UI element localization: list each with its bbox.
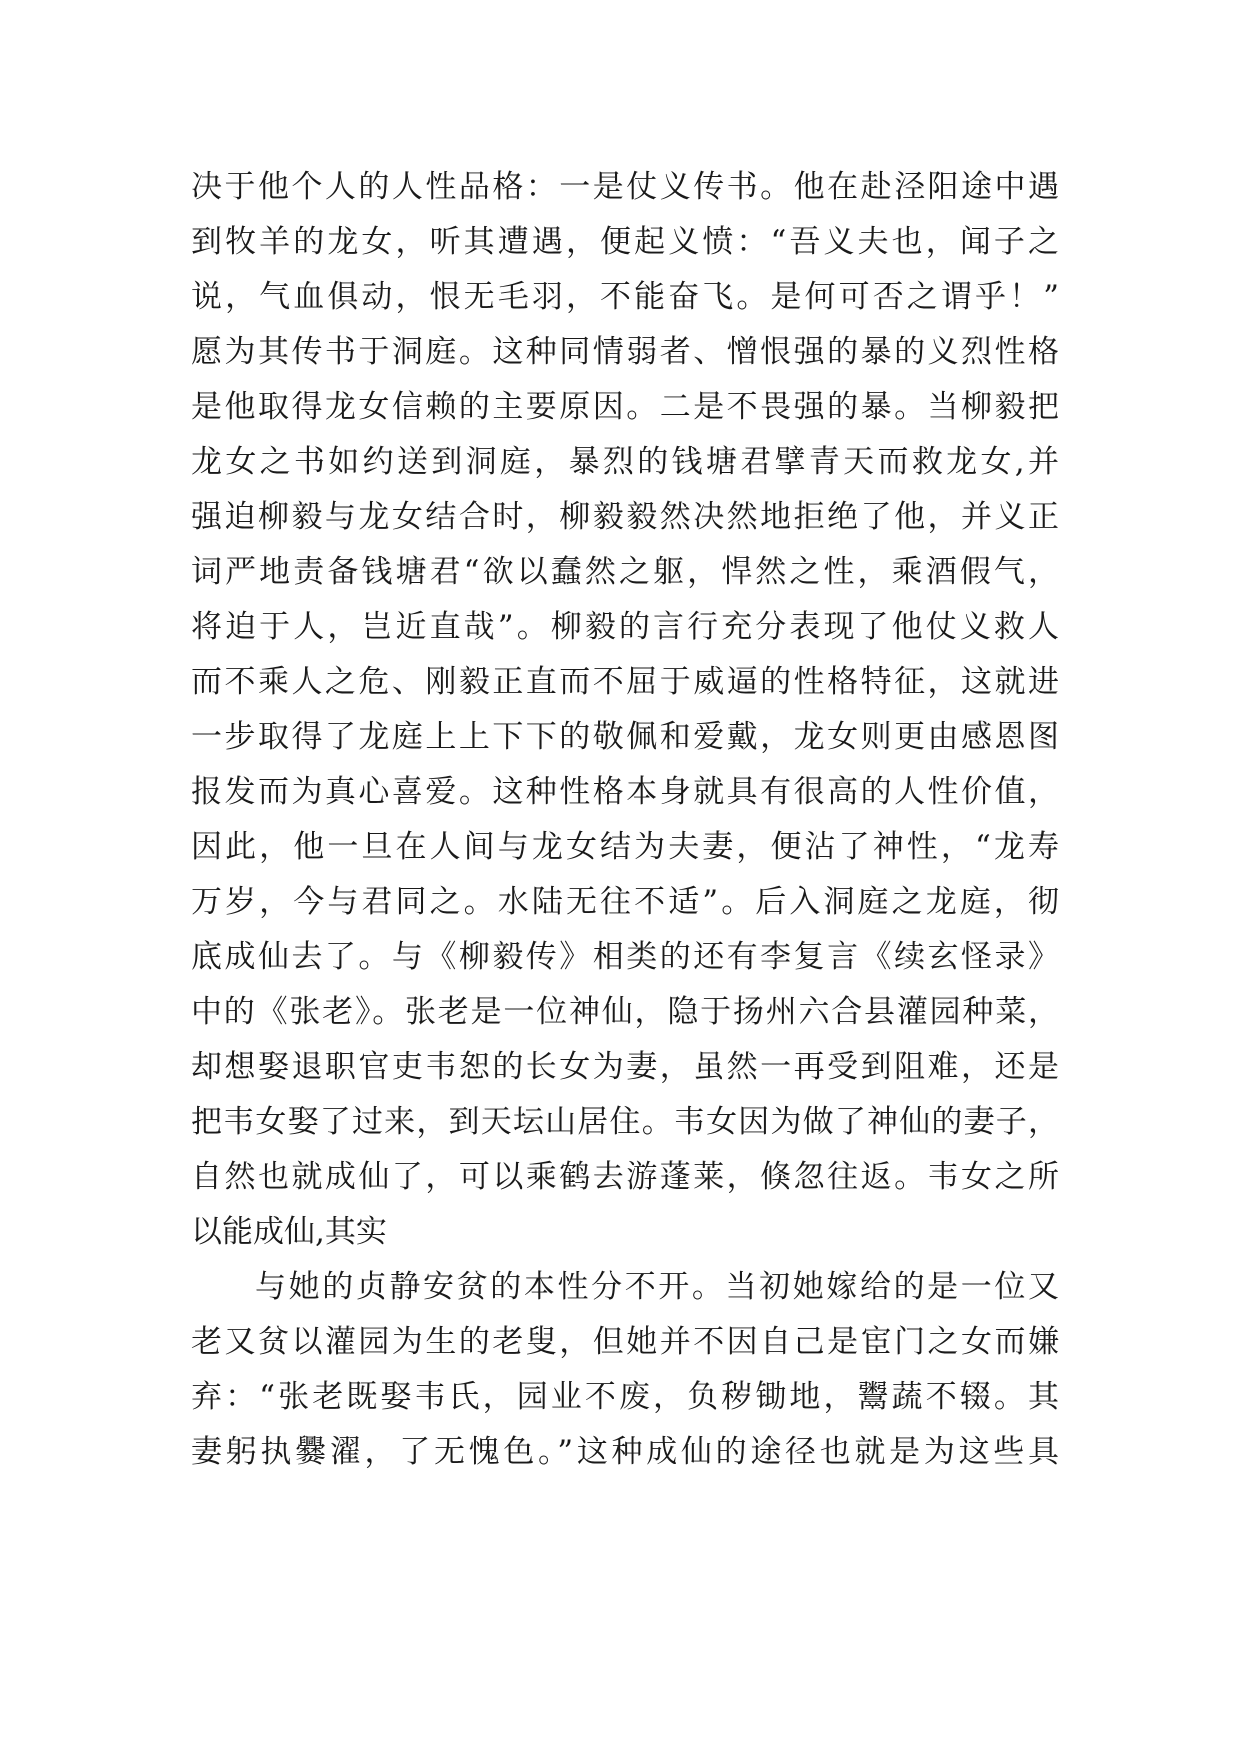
text-line: 万岁，今与君同之。水陆无往不适”。后入洞庭之龙庭，彻 — [191, 884, 1059, 920]
text-line: 词严地责备钱塘君“欲以蠢然之躯，悍然之性，乘酒假气， — [191, 554, 1059, 590]
text-line: 把韦女娶了过来，到天坛山居住。韦女因为做了神仙的妻子， — [191, 1104, 1059, 1140]
text-line: 而不乘人之危、刚毅正直而不屈于威逼的性格特征，这就进 — [191, 664, 1059, 700]
text-line: 一步取得了龙庭上上下下的敬佩和爱戴，龙女则更由感恩图 — [191, 719, 1059, 755]
text-line: 将迫于人，岂近直哉”。柳毅的言行充分表现了他仗义救人 — [191, 609, 1059, 645]
text-line: 到牧羊的龙女，听其遭遇，便起义愤：“吾义夫也，闻子之 — [191, 224, 1059, 260]
text-line: 妻躬执爨濯，了无愧色。”这种成仙的途径也就是为这些具 — [191, 1434, 1059, 1470]
text-line: 龙女之书如约送到洞庭，暴烈的钱塘君擘青天而救龙女,并 — [191, 444, 1059, 480]
body-text — [191, 160, 1059, 1480]
paragraph-end-line: 以能成仙,其实 — [191, 1214, 387, 1250]
text-line: 弃：“张老既娶韦氏，园业不废，负秽锄地，鬻蔬不辍。其 — [191, 1379, 1059, 1415]
text-line: 因此，他一旦在人间与龙女结为夫妻，便沾了神性，“龙寿 — [191, 829, 1059, 865]
text-line: 老又贫以灌园为生的老叟，但她并不因自己是宦门之女而嫌 — [191, 1324, 1059, 1360]
text-line: 报发而为真心喜爱。这种性格本身就具有很高的人性价值， — [191, 774, 1059, 810]
text-line: 却想娶退职官吏韦恕的长女为妻，虽然一再受到阻难，还是 — [191, 1049, 1059, 1085]
text-line: 自然也就成仙了，可以乘鹤去游蓬莱，倏忽往返。韦女之所 — [191, 1159, 1059, 1195]
text-line: 说，气血俱动，恨无毛羽，不能奋飞。是何可否之谓乎！” — [191, 279, 1059, 315]
text-line: 底成仙去了。与《柳毅传》相类的还有李复言《续玄怪录》 — [191, 939, 1059, 975]
text-line: 是他取得龙女信赖的主要原因。二是不畏强的暴。当柳毅把 — [191, 389, 1059, 425]
paragraph-start-line: 与她的贞静安贫的本性分不开。当初她嫁给的是一位又 — [255, 1269, 1059, 1305]
text-line: 强迫柳毅与龙女结合时，柳毅毅然决然地拒绝了他，并义正 — [191, 499, 1059, 535]
text-line: 愿为其传书于洞庭。这种同情弱者、憎恨强的暴的义烈性格 — [191, 334, 1059, 370]
text-line: 中的《张老》。张老是一位神仙，隐于扬州六合县灌园种菜， — [191, 994, 1059, 1030]
text-line: 决于他个人的人性品格：一是仗义传书。他在赴泾阳途中遇 — [191, 169, 1059, 205]
